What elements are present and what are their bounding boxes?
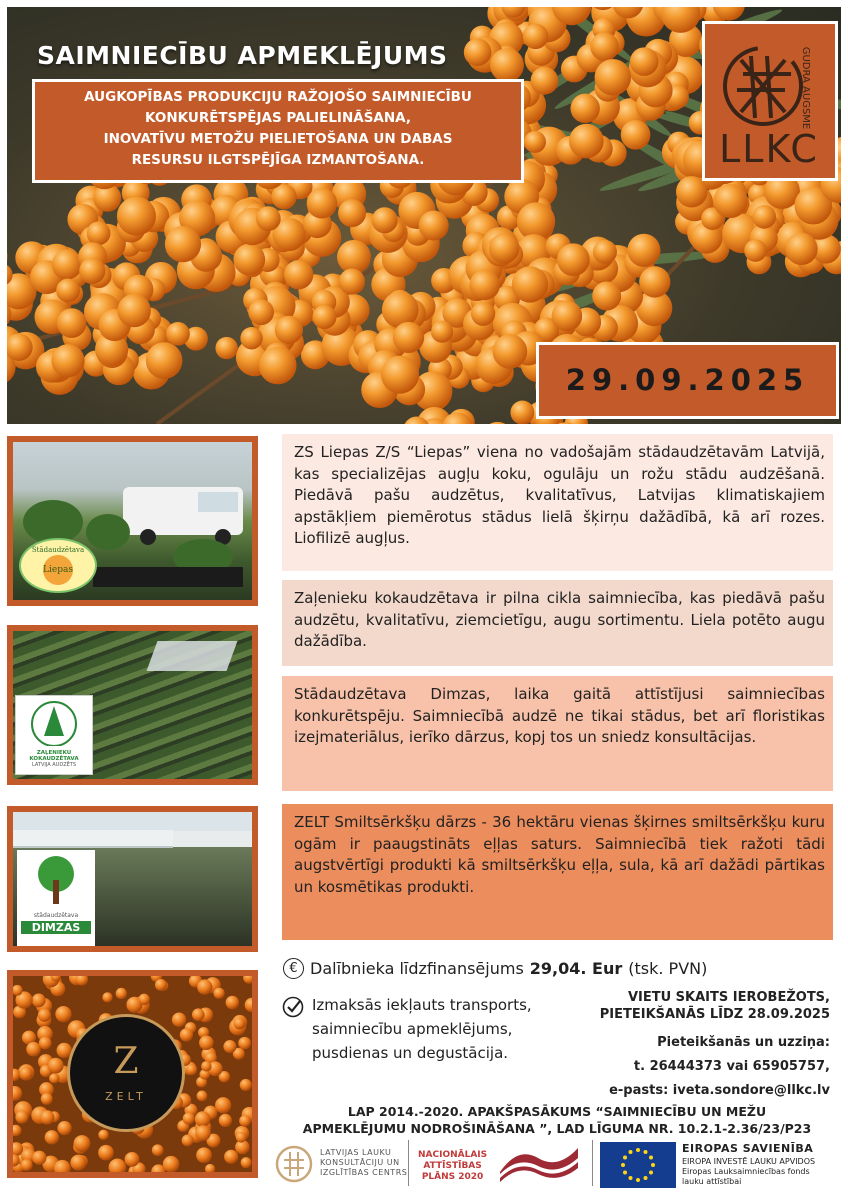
contact-phone: t. 26444373 vai 65905757, <box>633 1059 830 1074</box>
zalenieku-logo <box>15 695 93 775</box>
llkc-line: IZGLĪTĪBAS CENTRS <box>320 1168 408 1177</box>
zelt-logo <box>67 1014 185 1132</box>
footer-logos <box>270 1140 840 1190</box>
nap-line: ATTĪSTĪBAS <box>423 1161 482 1171</box>
logo-name: DIMZAS <box>21 921 91 934</box>
contact-info <box>560 1031 830 1103</box>
included-line: Izmaksās iekļauts transports, <box>312 996 532 1014</box>
nap-logo-text <box>418 1150 487 1183</box>
liepas-description: ZS Liepas Z/S “Liepas” viena no vadošajām stādaudzētavām Latvijā, kas specializējas augļu koku, ogulāju un rožu stādu audzēšanā. Piedāvā pašu audzētus, kvalitatīvus, Latvijas klimatiskajiem apstākļiem piemērotus stādus lielā šķirņu dažādībā, kā arī rozes. Liofilizē augļus. <box>282 434 833 571</box>
eu-sub-line: Eiropas Lauksaimniecības fonds <box>682 1167 810 1176</box>
nap-line: NACIONĀLAIS <box>418 1150 488 1160</box>
logo-text: stādaudzētava <box>33 912 79 919</box>
llkc-footer-logo-icon <box>274 1144 314 1184</box>
dimzas-description: Stādaudzētava Dimzas, laika gaitā attīstījusi saimniecības konkurētspēju. Saimniecībā audzē ne tikai stādus, bet arī floristikas izejmateriālus, ierīko dārzus, kopj tos un sniedz konsultācijas. <box>282 676 833 791</box>
event-subtitle-box <box>32 79 524 183</box>
llkc-footer-text <box>320 1148 407 1178</box>
contact-email: e-pasts: iveta.sondore@llkc.lv <box>609 1083 830 1098</box>
greenhouse-tunnel <box>13 830 173 848</box>
llkc-logo-icon <box>705 24 835 178</box>
logo-text: ZAĻENIEKU KOKAUDZĒTAVA <box>29 750 79 762</box>
zalenieku-description: Zaļenieku kokaudzētava ir pilna cikla saimniecība, kas piedāvā pašu audzētu, kvalitatīvu, ziemcietīgu, augu sortimentu. Liela potēto augu dažādība. <box>282 580 833 666</box>
greenhouse-roof <box>147 641 238 671</box>
liepas-logo <box>19 538 97 593</box>
logo-circle-text: GUDRA AUGSME <box>800 46 811 130</box>
fee-amount: 29,04. Eur <box>529 959 623 978</box>
nap-line: PLĀNS 2020 <box>421 1172 484 1182</box>
included-line: saimniecību apmeklējums, <box>312 1020 513 1038</box>
eu-sub-line: EIROPA INVESTĒ LAUKU APVIDOS <box>682 1157 816 1166</box>
dimzas-nursery-photo <box>7 806 258 952</box>
llkc-line: KONSULTĀCIJU UN <box>320 1158 400 1167</box>
logo-text: Stādaudzētava <box>31 546 85 554</box>
participant-fee <box>283 958 707 979</box>
subtitle-line: AUGKOPĪBAS PRODUKCIJU RAŽOJOŠO SAIMNIECĪBU <box>84 89 472 105</box>
program-reference <box>283 1103 831 1137</box>
eu-subtitle <box>682 1157 842 1187</box>
latvia-flag-icon <box>498 1144 580 1184</box>
logo-letters: LLKC <box>719 127 819 171</box>
included-services <box>312 993 562 1065</box>
subtitle-line: RESURSU ILGTSPĒJĪGA IZMANTOŠANA. <box>131 152 425 168</box>
llkc-line: LATVIJAS LAUKU <box>320 1148 392 1157</box>
zelt-z-icon: Z <box>113 1040 139 1082</box>
zelt-description: ZELT Smiltsērkšķu dārzs - 36 hektāru vienas šķirnes smiltsērkšķu kuru ogām ir paaugstināts eļļas saturs. Saimniecībā tiek ražoti tādi augstvērtīgi produkti kā smiltsērkšķu eļļa, sula, kā arī dažādi pārtikas un kosmētikas produkti. <box>282 804 833 940</box>
included-line: pusdienas un degustācija. <box>312 1044 509 1062</box>
fee-note: (tsk. PVN) <box>628 959 708 978</box>
dimzas-logo <box>17 850 95 946</box>
zalenieku-nursery-photo <box>7 625 258 785</box>
logo-sub: LATVIJA AUDZĒTS <box>31 762 77 768</box>
check-icon <box>282 996 304 1018</box>
logo-name: ZELT <box>105 1089 147 1103</box>
eu-name: EIROPAS SAVIENĪBA <box>682 1142 814 1155</box>
limited-line: VIETU SKAITS IEROBEŽOTS, <box>627 990 830 1005</box>
subtitle-line: INOVATĪVU METOŽU PIELIETOŠANA UN DABAS <box>103 131 453 147</box>
page-title: SAIMNIECĪBU APMEKLĒJUMS <box>37 41 448 70</box>
program-line: LAP 2014.-2020. APAKŠPASĀKUMS “SAIMNIECĪBU UN MEŽU <box>347 1104 767 1119</box>
event-date: 29.09.2025 <box>536 342 839 419</box>
euro-icon: € <box>283 958 304 979</box>
zelt-berries-photo <box>7 970 258 1178</box>
contact-heading: Pieteikšanās un uzziņa: <box>657 1035 830 1050</box>
llkc-logo-box <box>702 21 838 181</box>
eu-flag-icon <box>600 1142 676 1188</box>
eu-sub-line: lauku attīstībai <box>682 1177 742 1186</box>
liepas-nursery-photo <box>7 436 258 606</box>
divider <box>408 1140 409 1186</box>
divider <box>592 1140 593 1186</box>
registration-notice <box>560 989 830 1023</box>
logo-name: Liepas <box>43 555 73 585</box>
limited-line: PIETEIKŠANĀS LĪDZ 28.09.2025 <box>599 1007 830 1022</box>
hero-banner <box>7 7 841 424</box>
fee-label: Dalībnieka līdzfinansējums <box>310 959 524 978</box>
subtitle-line: KONKURĒTSPĒJAS PALIELINĀŠANA, <box>145 110 411 126</box>
program-line: APMEKLĒJUMU NODROŠINĀŠANA ”, LAD LĪGUMA NR. 10.2.1-2.36/23/P23 <box>302 1121 812 1136</box>
